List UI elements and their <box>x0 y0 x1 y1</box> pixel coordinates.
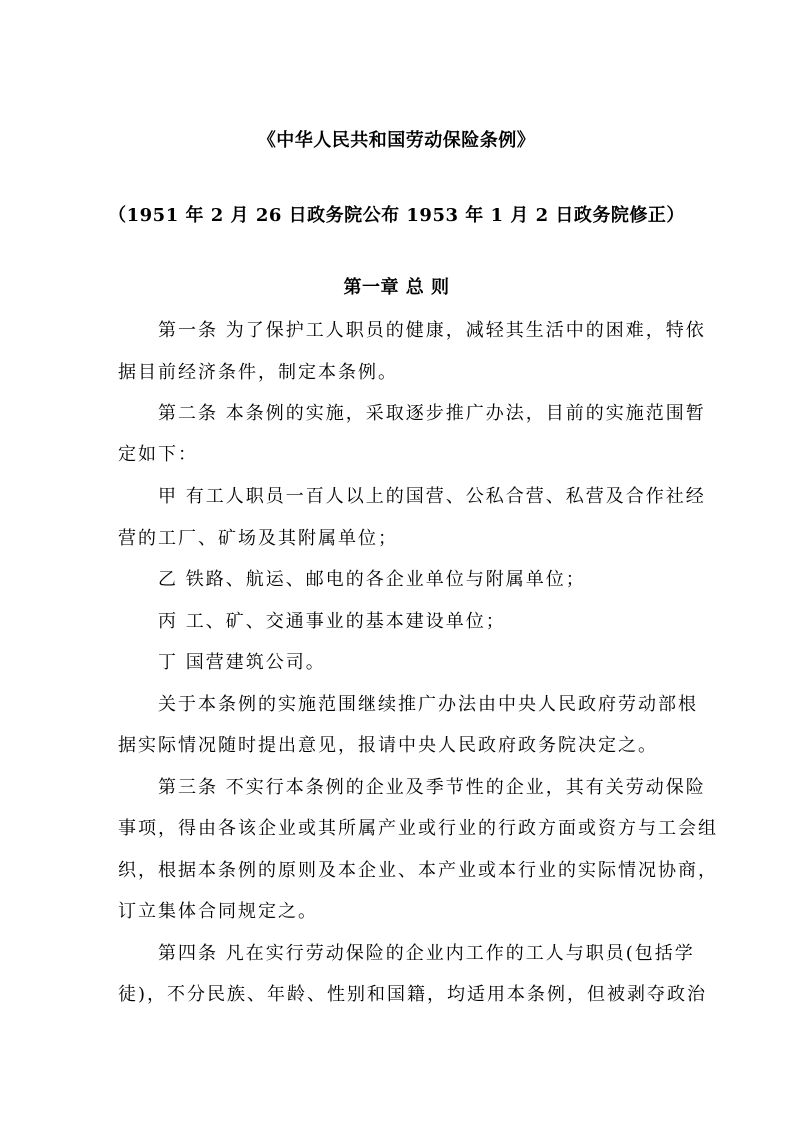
paragraph-line: 徒)，不分民族、年龄、性别和国籍，均适用本条例，但被剥夺政治 <box>118 984 708 1005</box>
document-subtitle: （1951 年 2 月 26 日政务院公布 1953 年 1 月 2 日政务院修正） <box>108 205 685 226</box>
paragraph-line: 营的工厂、矿场及其附属单位； <box>118 528 398 549</box>
paragraph-line: 甲 有工人职员一百人以上的国营、公私合营、私营及合作社经 <box>158 486 706 507</box>
paragraph-line: 事项，得由各该企业或其所属产业或行业的行政方面或资方与工会组 <box>118 818 718 839</box>
paragraph-line: 第四条 凡在实行劳动保险的企业内工作的工人与职员(包括学 <box>158 943 695 964</box>
paragraph-line: 织，根据本条例的原则及本企业、本产业或本行业的实际情况协商， <box>118 860 718 881</box>
paragraph-line: 乙 铁路、航运、邮电的各企业单位与附属单位； <box>158 569 586 590</box>
paragraph-line: 丁 国营建筑公司。 <box>158 652 326 673</box>
paragraph-line: 定如下： <box>118 444 198 465</box>
document-title: 《中华人民共和国劳动保险条例》 <box>257 130 536 151</box>
paragraph-line: 第三条 不实行本条例的企业及季节性的企业，其有关劳动保险 <box>158 777 706 798</box>
paragraph-line: 订立集体合同规定之。 <box>118 901 318 922</box>
paragraph-line: 据实际情况随时提出意见，报请中央人民政府政务院决定之。 <box>118 735 658 756</box>
paragraph-line: 据目前经济条件，制定本条例。 <box>118 362 398 383</box>
paragraph-line: 丙 工、矿、交通事业的基本建设单位； <box>158 611 506 632</box>
chapter-heading: 第一章 总 则 <box>343 277 450 298</box>
paragraph-line: 第二条 本条例的实施，采取逐步推广办法，目前的实施范围暂 <box>158 403 706 424</box>
paragraph-line: 关于本条例的实施范围继续推广办法由中央人民政府劳动部根 <box>158 694 698 715</box>
paragraph-line: 第一条 为了保护工人职员的健康，减轻其生活中的困难，特依 <box>158 320 706 341</box>
